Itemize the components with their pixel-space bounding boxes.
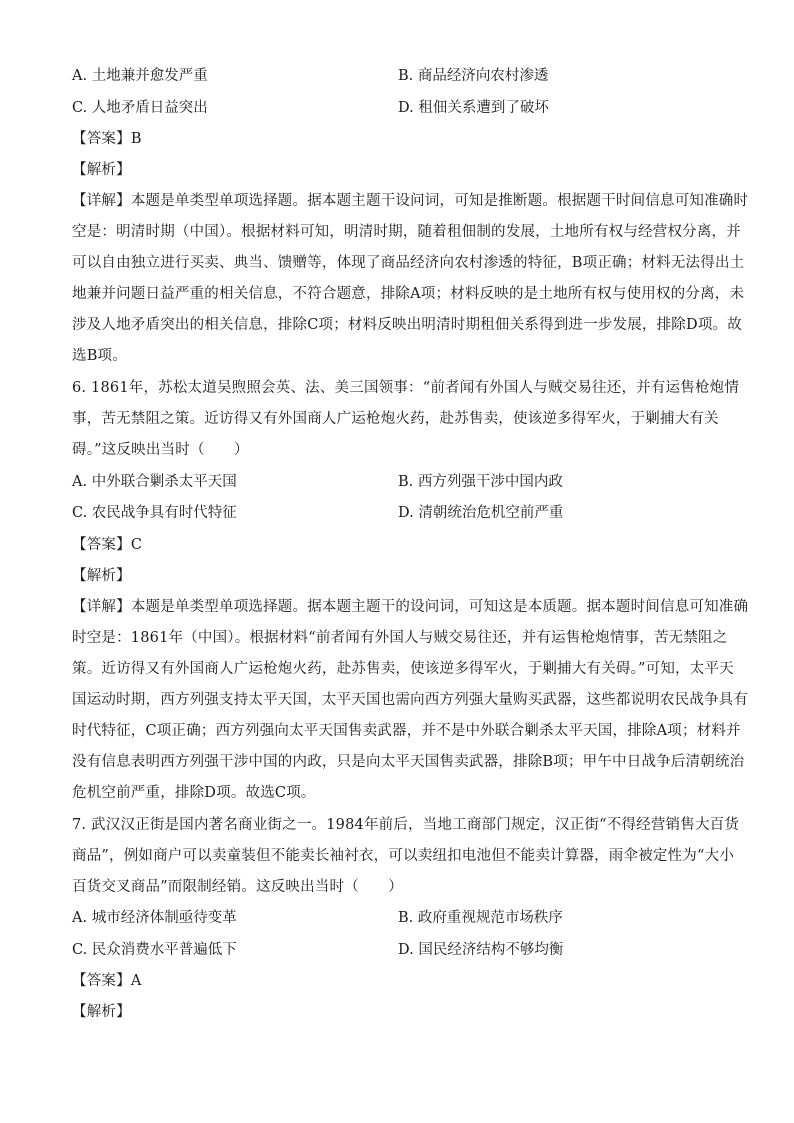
q6-detail-line-7: 危机空前严重，排除D项。故选C项。 xyxy=(72,785,316,801)
q5-detail-line-3: 可以自由独立进行买卖、典当、馈赠等，体现了商品经济向农村渗透的特征，B项正确；材料无法得出土 xyxy=(72,255,745,271)
q6-answer-label: 【答案】 xyxy=(72,537,131,553)
q7-option-d: D. 国民经济结构不够均衡 xyxy=(398,942,564,958)
q6-option-b: B. 西方列强干涉中国内政 xyxy=(398,474,563,490)
q7-analysis-label: 【解析】 xyxy=(72,1004,131,1020)
q5-answer xyxy=(72,129,732,149)
q7-answer-value: A xyxy=(130,973,142,989)
q6-analysis-label: 【解析】 xyxy=(72,568,131,584)
q5-detail-line-1 xyxy=(72,191,749,211)
q6-stem-line-2: 事，苦无禁阻之策。近访得又有外国商人广运枪炮火药，赴苏售卖，使该逆多得军火，于剿捕大有关 xyxy=(72,411,719,427)
q6-detail-text-1: 本题是单类型单项选择题。据本题主题干的设问词，可知这是本质题。据本题时间信息可知准确 xyxy=(130,599,749,615)
q7-option-b: B. 政府重视规范市场秩序 xyxy=(398,910,563,926)
q5-answer-label: 【答案】 xyxy=(72,131,131,147)
q6-answer xyxy=(72,535,732,555)
q7-answer xyxy=(72,971,732,991)
q6-detail-label: 【详解】 xyxy=(72,599,131,615)
q7-option-c: C. 民众消费水平普遍低下 xyxy=(72,942,237,958)
q5-detail-text-1: 本题是单类型单项选择题。据本题主题干设问词，可知是推断题。根据题干时间信息可知准确时 xyxy=(130,193,749,209)
q5-detail-line-5: 涉及人地矛盾突出的相关信息，排除C项；材料反映出明清时期租佃关系得到进一步发展，排除D项。故 xyxy=(72,317,742,333)
q5-detail-line-6: 选B项。 xyxy=(72,348,127,364)
q7-stem-line-3: 百货交叉商品”而限制经销。这反映出当时（ ） xyxy=(72,879,404,895)
q5-option-c: C. 人地矛盾日益突出 xyxy=(72,100,208,116)
q5-detail-label: 【详解】 xyxy=(72,193,131,209)
q7-stem-line-1: 7. 武汉汉正街是国内著名商业街之一。1984年前后，当地工商部门规定，汉正街“不得经营销售大百货 xyxy=(72,817,740,833)
q6-stem-line-3: 碍。”这反映出当时（ ） xyxy=(72,442,249,458)
q6-stem-line-1: 6. 1861年，苏松太道吴煦照会英、法、美三国领事：“前者闻有外国人与贼交易往还，并有运售枪炮情 xyxy=(72,380,740,396)
q7-option-a: A. 城市经济体制亟待变革 xyxy=(72,910,237,926)
q5-option-b: B. 商品经济向农村渗透 xyxy=(398,68,549,84)
q5-option-d: D. 租佃关系遭到了破坏 xyxy=(398,100,549,116)
q7-answer-label: 【答案】 xyxy=(72,973,131,989)
q6-option-c: C. 农民战争具有时代特征 xyxy=(72,505,237,521)
q6-detail-line-6: 没有信息表明西方列强干涉中国的内政，只是向太平天国售卖武器，排除B项；甲午中日战争后清朝统治 xyxy=(72,754,745,770)
q5-answer-value: B xyxy=(130,131,142,147)
q5-analysis-label: 【解析】 xyxy=(72,162,131,178)
q5-detail-line-2: 空是：明清时期（中国）。根据材料可知，明清时期，随着租佃制的发展，土地所有权与经营权分离，并 xyxy=(72,224,741,240)
q5-option-a: A. 土地兼并愈发严重 xyxy=(72,68,208,84)
q6-detail-line-2: 时空是：1861年（中国）。根据材料“前者闻有外国人与贼交易往还，并有运售枪炮情事，苦无禁阻之 xyxy=(72,630,728,646)
q6-detail-line-3: 策。近访得又有外国商人广运枪炮火药，赴苏售卖，使该逆多得军火，于剿捕大有关碍。”可知，太平天 xyxy=(72,661,734,677)
q6-detail-line-1 xyxy=(72,597,749,617)
q6-detail-line-4: 国运动时期，西方列强支持太平天国，太平天国也需向西方列强大量购买武器，这些都说明农民战争具有 xyxy=(72,692,749,708)
q6-detail-line-5: 时代特征，C项正确；西方列强向太平天国售卖武器，并不是中外联合剿杀太平天国，排除A项；材料并 xyxy=(72,723,741,739)
q6-option-a: A. 中外联合剿杀太平天国 xyxy=(72,474,237,490)
q7-stem-line-2: 商品”，例如商户可以卖童装但不能卖长袖衬衣，可以卖纽扣电池但不能卖计算器，雨伞被定性为“大小 xyxy=(72,848,735,864)
q6-answer-value: C xyxy=(130,537,143,553)
q6-option-d: D. 清朝统治危机空前严重 xyxy=(398,505,564,521)
q5-detail-line-4: 地兼并问题日益严重的相关信息，不符合题意，排除A项；材料反映的是土地所有权与使用权的分离，未 xyxy=(72,286,745,302)
